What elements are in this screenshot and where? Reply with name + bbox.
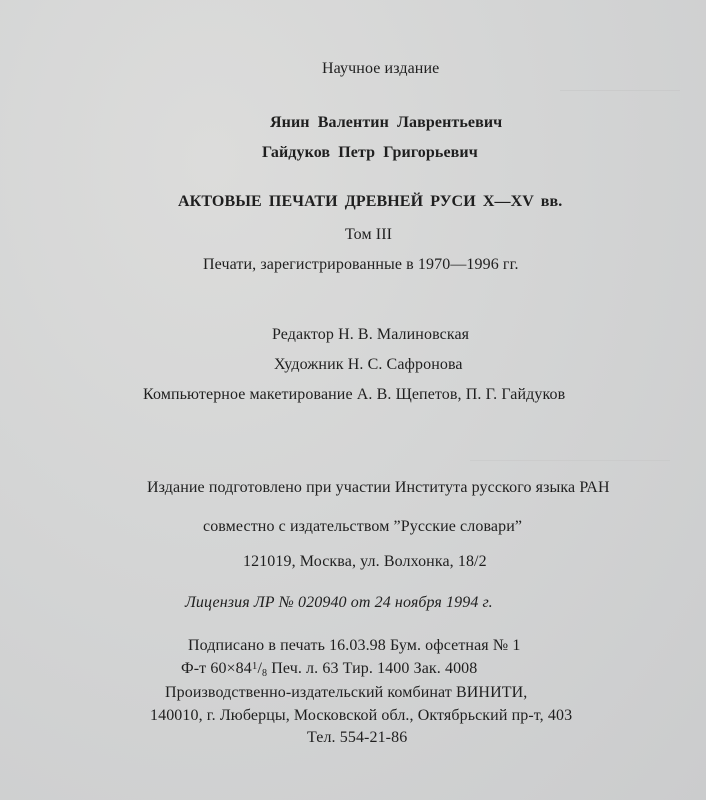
layout-credit: Компьютерное макетирование А. В. Щепетов, П. Г. Гайдуков — [143, 386, 566, 403]
author-1: Янин Валентин Лаврентьевич — [270, 114, 503, 131]
artist-credit: Художник Н. С. Сафронова — [274, 356, 463, 373]
format-details: Печ. л. 63 Тир. 1400 Зак. 4008 — [267, 660, 478, 677]
printer-address: 140010, г. Люберцы, Московской обл., Октябрьский пр-т, 403 — [150, 707, 573, 724]
format-fraction-denominator: 8 — [262, 668, 268, 679]
editor-credit: Редактор Н. В. Малиновская — [272, 326, 470, 343]
publisher-address: 121019, Москва, ул. Волхонка, 18/2 — [243, 553, 487, 570]
license-line: Лицензия ЛР № 020940 от 24 ноября 1994 г. — [185, 594, 493, 611]
author-2: Гайдуков Петр Григорьевич — [262, 144, 478, 161]
printer-name: Производственно-издательский комбинат ВИНИТИ, — [165, 684, 528, 701]
print-format-line: Ф-т $60\times 84^1/8$ Печ. л. 63 Тир. 1400 Зак. 4008 — [181, 660, 478, 679]
edition-type: Научное издание — [322, 60, 440, 77]
volume-number: Том III — [345, 226, 393, 243]
book-title: АКТОВЫЕ ПЕЧАТИ ДРЕВНЕЙ РУСИ X—XV вв. — [178, 193, 563, 210]
prepared-with-note: Издание подготовлено при участии Института русского языка РАН — [147, 479, 610, 496]
bleed-through-decoration — [470, 460, 670, 462]
bleed-through-decoration — [560, 90, 680, 92]
book-subtitle: Печати, зарегистрированные в 1970—1996 гг. — [203, 256, 519, 273]
format-fraction-numerator: 1 — [251, 660, 258, 672]
publisher-note: совместно с издательством ”Русские словари” — [203, 518, 523, 535]
printer-phone: Тел. 554-21-86 — [307, 729, 408, 746]
format-prefix: Ф-т 60×84 — [181, 660, 252, 677]
signed-to-print: Подписано в печать 16.03.98 Бум. офсетная № 1 — [188, 637, 521, 654]
